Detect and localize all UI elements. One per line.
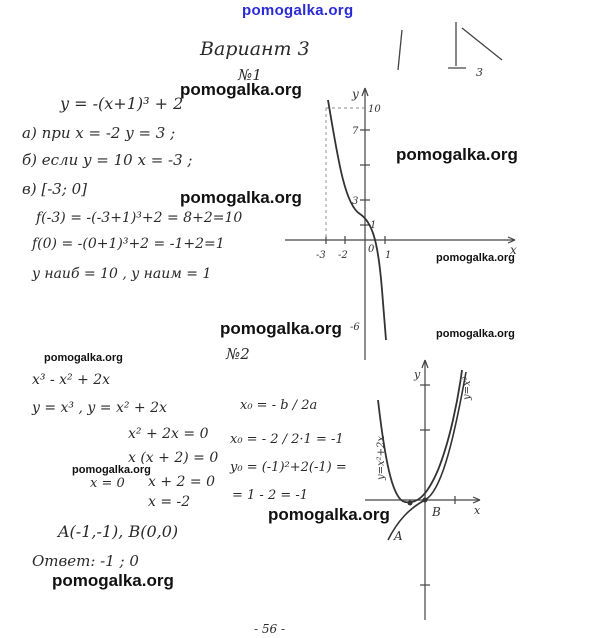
watermark-4[interactable]: pomogalka.org <box>436 252 515 264</box>
task1-part-c: в) [-3; 0] <box>22 180 88 198</box>
watermark-7[interactable]: pomogalka.org <box>44 352 123 364</box>
watermark-9[interactable]: pomogalka.org <box>268 505 390 524</box>
watermark-2[interactable]: pomogalka.org <box>396 145 518 164</box>
graph2-point-a <box>408 501 413 506</box>
watermark-8[interactable]: pomogalka.org <box>72 464 151 476</box>
watermark-5[interactable]: pomogalka.org <box>220 319 342 338</box>
graph2-parabola <box>378 370 462 502</box>
graph1-tick-0: 0 <box>368 244 375 255</box>
corner-sketch <box>398 22 502 70</box>
variant-title: Вариант 3 <box>200 38 310 60</box>
graph1-tick-10: 10 <box>368 104 381 115</box>
task2-label: №2 <box>226 345 250 363</box>
graph2-x-label: x <box>474 504 481 517</box>
task1-function: y = -(x+1)³ + 2 <box>60 94 184 113</box>
watermark-6[interactable]: pomogalka.org <box>436 328 515 340</box>
graph1-tick-7: 7 <box>352 126 359 137</box>
watermark-1[interactable]: pomogalka.org <box>180 80 302 99</box>
task1-calc2: f(0) = -(0+1)³+2 = -1+2=1 <box>32 236 225 252</box>
task2-split: y = x³ , y = x² + 2x <box>32 400 167 416</box>
graph1-tick-neg6: -6 <box>350 322 360 333</box>
page-number: - 56 - <box>254 622 286 636</box>
graph2-cubic <box>388 372 466 540</box>
watermark-10[interactable]: pomogalka.org <box>52 571 174 590</box>
graph1-tick-1: 1 <box>370 220 377 231</box>
task2-eq4: x = -2 <box>148 494 191 510</box>
task2-eq2: x (x + 2) = 0 <box>128 450 219 466</box>
task2-points: A(-1,-1), B(0,0) <box>58 522 179 541</box>
graph1-x-label: x <box>510 243 517 257</box>
vertex-formula: x₀ = - b / 2a <box>240 398 318 413</box>
watermark-top[interactable]: pomogalka.org <box>242 2 354 19</box>
task1-part-a: а) при x = -2 y = 3 ; <box>22 124 176 142</box>
task2-x0: x = 0 <box>90 476 125 491</box>
task2-eq3: x + 2 = 0 <box>148 474 215 490</box>
task2-answer: Ответ: -1 ; 0 <box>32 552 139 570</box>
graph1-tick-neg2: -2 <box>338 250 348 261</box>
graph1-tick-neg3: -3 <box>316 250 326 261</box>
watermark-3[interactable]: pomogalka.org <box>180 188 302 207</box>
task2-eq1: x² + 2x = 0 <box>128 426 209 442</box>
task1-answer: y наиб = 10 , y наим = 1 <box>32 266 212 282</box>
task2-equation: x³ - x² + 2x <box>32 372 111 388</box>
vertex-y0-result: = 1 - 2 = -1 <box>232 488 309 503</box>
graph2-point-b <box>423 498 428 503</box>
vertex-x0: x₀ = - 2 / 2·1 = -1 <box>230 432 344 447</box>
corner-mark: 3 <box>476 66 483 79</box>
graph2-curve-label-parabola: y=x²+2x <box>376 435 387 480</box>
graph1-y-label: y <box>352 87 359 101</box>
graph2-label-b: B <box>432 505 441 519</box>
graph2-label-a: A <box>394 529 403 543</box>
graph2-y-label: y <box>414 368 421 381</box>
task1-calc1: f(-3) = -(-3+1)³+2 = 8+2=10 <box>36 210 243 226</box>
task1-part-b: б) если y = 10 x = -3 ; <box>22 151 193 169</box>
graph2-curve-label-cubic: y=x³ <box>462 376 473 400</box>
graph1-tick-pos1: 1 <box>385 250 392 261</box>
vertex-y0: y₀ = (-1)²+2(-1) = <box>230 460 347 475</box>
task1-label: №1 <box>238 66 262 84</box>
graph1-tick-3: 3 <box>352 196 359 207</box>
